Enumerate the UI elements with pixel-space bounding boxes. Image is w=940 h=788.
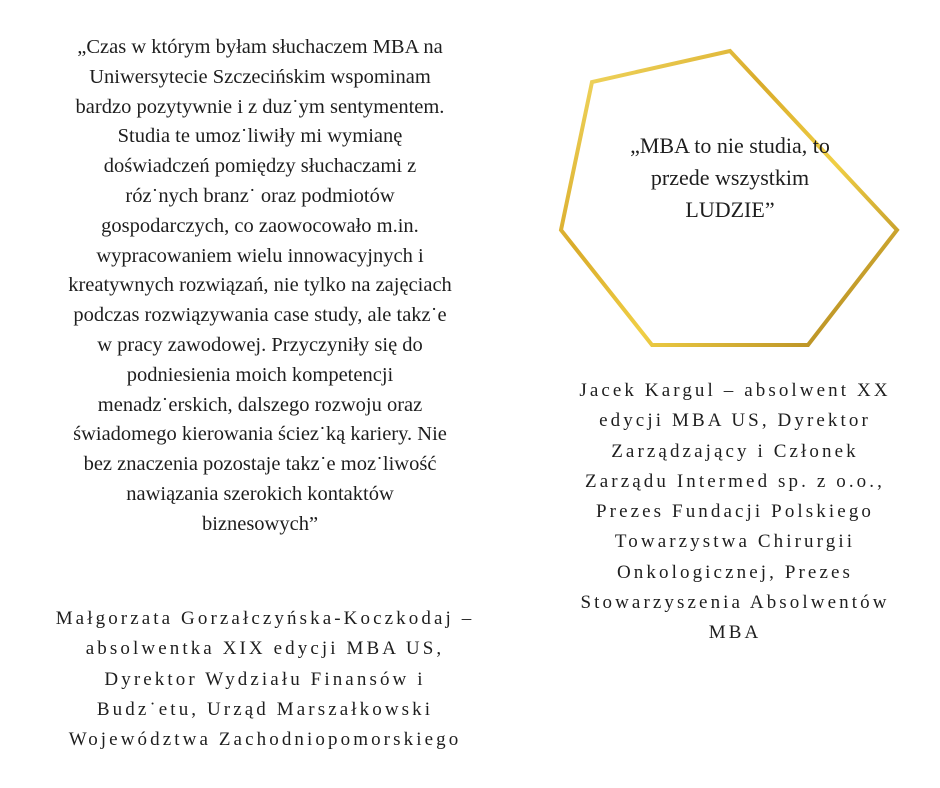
right-testimonial-quote: „MBA to nie studia, to przede wszystkim LUDZIE” [630,133,830,222]
right-testimonial-attribution: Jacek Kargul – absolwent XX edycji MBA US, Dyrektor Zarządzający i Członek Zarządu Intermed sp. z o.o., Prezes Fundacji Polskiego Towarzystwa Chirurgii Onkologicznej, Prezes Stowarzyszenia Absolwentów MBA [579,380,891,644]
left-testimonial-attribution: Małgorzata Gorzałczyńska-Koczkodaj – absolwentka XIX edycji MBA US, Dyrektor Wydziału Finansów i Budz˙etu, Urząd Marszałkowski Województwa Zachodniopomorskiego [55,608,475,751]
left-testimonial-quote: „Czas w którym byłam słuchaczem MBA na Uniwersytecie Szczecińskim wspominam bardzo pozytywnie i z duz˙ym sentymentem. Studia te umoz˙liwiły mi wymianę doświadczeń pomiędzy słuchaczami z róz˙nych branz˙ oraz podmiotów gospodarczych, co zaowocowało m.in. wypracowaniem wielu innowacyjnych i kreatywnych rozwiązań, nie tylko na zajęciach podczas rozwiązywania case study, ale takz˙e w pracy zawodowej. Przyczyniły się do podniesienia moich kompetencji menadz˙erskich, dalszego rozwoju oraz świadomego kierowania ściez˙ką kariery. Nie bez znaczenia pozostaje takz˙e moz˙liwość nawiązania szerokich kontaktów biznesowych” [68,36,452,535]
